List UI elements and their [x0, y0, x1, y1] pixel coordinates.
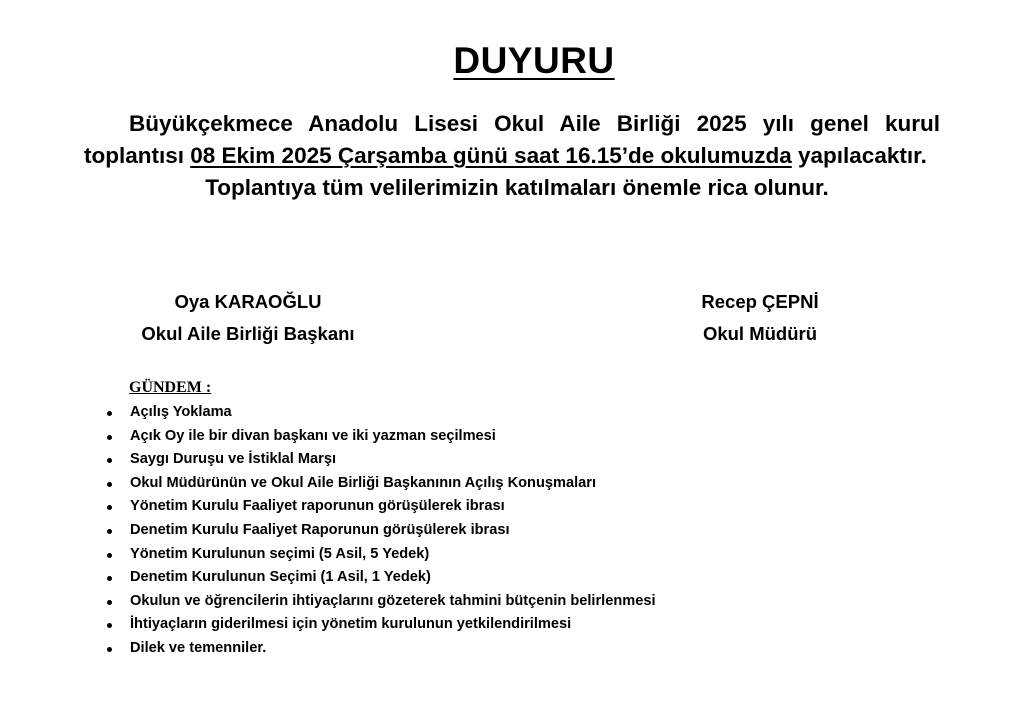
bullet-icon: [107, 505, 112, 510]
signature-right: [620, 286, 900, 350]
agenda-item: [104, 425, 656, 449]
agenda-item-text: Saygı Duruşu ve İstiklal Marşı: [130, 451, 337, 468]
bullet-icon: [107, 647, 112, 652]
bullet-icon: [107, 482, 112, 487]
agenda-item: [104, 637, 656, 661]
bullet-icon: [107, 576, 112, 581]
bullet-icon: [107, 600, 112, 605]
meeting-date-time: 08 Ekim 2025 Çarşamba günü saat 16.15’de okulumuzda: [190, 143, 792, 168]
signatory-name: Oya KARAOĞLU: [174, 291, 322, 312]
agenda-item-text: Yönetim Kurulunun seçimi (5 Asil, 5 Yedek): [130, 545, 430, 562]
agenda-item: [104, 519, 656, 543]
agenda-item-text: Yönetim Kurulu Faaliyet raporunun görüşülerek ibrası: [130, 498, 505, 515]
signature-left: [118, 286, 378, 350]
agenda-item-text: Açılış Yoklama: [130, 404, 232, 420]
agenda-heading: GÜNDEM :: [129, 379, 212, 396]
agenda-item: [104, 401, 656, 425]
signatory-role: Okul Aile Birliği Başkanı: [141, 323, 355, 344]
agenda-item: [104, 448, 656, 472]
announcement-paragraph: [84, 108, 940, 172]
agenda-item: [104, 566, 656, 590]
bullet-icon: [107, 411, 112, 416]
agenda-item-text: Okulun ve öğrencilerin ihtiyaçlarını gözeterek tahmini bütçenin belirlenmesi: [130, 592, 656, 609]
agenda-item: [104, 613, 656, 637]
agenda-list: [104, 401, 656, 661]
agenda-item-text: Denetim Kurulu Faaliyet Raporunun görüşülerek ibrası: [130, 521, 510, 538]
signatory-name: Recep ÇEPNİ: [701, 291, 819, 312]
signatory-role: Okul Müdürü: [702, 323, 818, 344]
agenda-item-text: İhtiyaçların giderilmesi için yönetim kurulunun yetkilendirilmesi: [130, 616, 572, 633]
bullet-icon: [107, 623, 112, 628]
bullet-icon: [107, 435, 112, 440]
attendance-request: Toplantıya tüm velilerimizin katılmaları önemle rica olunur.: [205, 175, 829, 200]
bullet-icon: [107, 458, 112, 463]
announcement-intro: Büyükçekmece Anadolu Lisesi Okul Aile Birliği 2025 yılı genel kurul toplantısı: [84, 111, 940, 168]
agenda-item-text: Okul Müdürünün ve Okul Aile Birliği Başkanının Açılış Konuşmaları: [130, 474, 597, 491]
agenda-item: [104, 590, 656, 614]
agenda-item: [104, 543, 656, 567]
announcement-outro: yapılacaktır.: [791, 143, 927, 168]
bullet-icon: [107, 553, 112, 558]
agenda-item-text: Dilek ve temenniler.: [130, 639, 267, 656]
agenda-item-text: Açık Oy ile bir divan başkanı ve iki yazman seçilmesi: [130, 427, 496, 444]
document-title: DUYURU: [453, 40, 615, 81]
announcement-body: [84, 108, 940, 204]
agenda-item: [104, 495, 656, 519]
bullet-icon: [107, 529, 112, 534]
agenda-item-text: Denetim Kurulunun Seçimi (1 Asil, 1 Yedek): [130, 569, 431, 586]
agenda-item: [104, 472, 656, 496]
